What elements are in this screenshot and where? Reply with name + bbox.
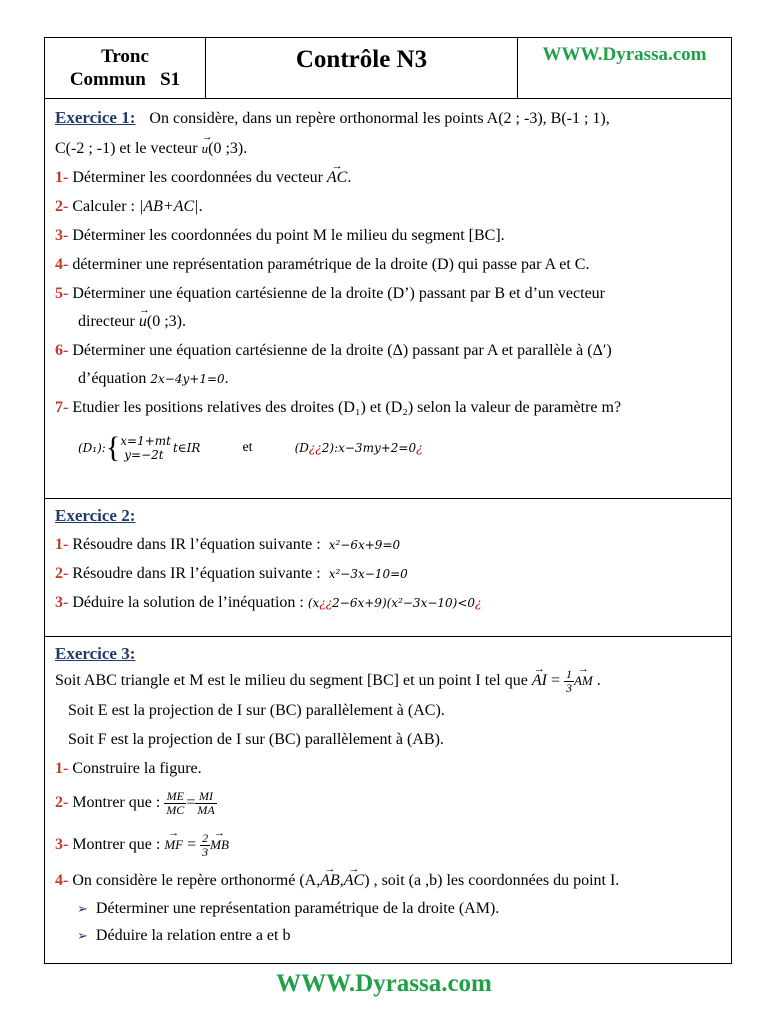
title-cell xyxy=(206,38,518,98)
ex2-q2-equation: x²−3x−10=0 xyxy=(328,567,408,581)
ex1-q5-number: 5- xyxy=(55,285,69,302)
ex3-b1: Déterminer une représentation paramétrique de la droite (AM). xyxy=(95,900,500,917)
ex3-q4-a: On considère le repère orthonormé (A, xyxy=(72,872,321,889)
system-brace: { xyxy=(105,431,121,464)
frac-num: 1 xyxy=(565,667,572,681)
frac-me: ME xyxy=(164,790,186,804)
fraction-one-third xyxy=(564,668,574,695)
ex1-q1-text: Déterminer les coordonnées du vecteur xyxy=(72,169,327,186)
exercise-3 xyxy=(45,637,731,963)
ex2-q1-text: Résoudre dans IR l’équation suivante : xyxy=(72,536,329,553)
d1-eq1: x=1+mt xyxy=(120,434,171,448)
frac-three: 3 xyxy=(202,844,209,859)
ex1-q7-number: 7- xyxy=(55,399,69,416)
footer-site-link[interactable]: WWW.Dyrassa.com xyxy=(276,970,492,997)
ex3-intro-eq: = xyxy=(546,672,564,690)
level-line-2: Commun S1 xyxy=(69,69,181,90)
frac-den: 3 xyxy=(565,681,572,695)
bullet-arrow-icon: ➢ xyxy=(77,901,88,916)
ex2-q1-equation: x²−6x+9=0 xyxy=(328,538,401,552)
ex2-q3-text: Déduire la solution de l’inéquation : xyxy=(72,594,308,611)
and-word: et xyxy=(242,440,253,455)
d2-part-b: ¿¿ xyxy=(308,441,322,455)
ex1-q6-text: Déterminer une équation cartésienne de la droite (Δ) passant par A et parallèle à (Δ′) xyxy=(72,342,612,359)
ex1-q1-number: 1- xyxy=(55,169,69,186)
vector-ac-2: → AC xyxy=(344,870,364,892)
ex1-q6b-end: . xyxy=(224,370,229,387)
ex3-f-line: Soit F est la projection de I sur (BC) parallèlement à (AB). xyxy=(68,731,444,748)
ex2-title: Exercice 2: xyxy=(55,506,136,525)
ex1-q4-number: 4- xyxy=(55,256,69,273)
ex3-q2-number: 2- xyxy=(55,794,69,811)
vector-am: → AM xyxy=(574,670,593,692)
ex1-q3-number: 3- xyxy=(55,227,69,244)
ex3-q4-number: 4- xyxy=(55,872,69,889)
d2-equation xyxy=(295,441,423,455)
ex1-intro-a: On considère, dans un repère orthonormal les points A(2 ; -3), B(-1 ; 1), xyxy=(149,110,610,127)
bullet-arrow-icon-2: ➢ xyxy=(77,928,88,943)
ex3-q4-comma: , xyxy=(339,872,344,889)
ex3-q4-b: ) , soit (a ,b) les coordonnées du point I. xyxy=(364,872,620,889)
header-row xyxy=(45,38,731,99)
ex2-q2-number: 2- xyxy=(55,565,69,582)
d1-label: (D₁): xyxy=(78,441,106,455)
d2-part-c: 2):x−3my+2=0 xyxy=(321,441,417,455)
ex2-q3-c: 2−6x+9)(x²−3x−10)<0 xyxy=(332,596,476,610)
ex3-q1-text: Construire la figure. xyxy=(72,760,202,777)
vector-ab: → AB xyxy=(320,870,340,892)
ex1-q5b-end: (0 ;3). xyxy=(146,313,186,330)
d1-domain: t∈IR xyxy=(172,441,201,455)
header-site-link[interactable]: WWW.Dyrassa.com xyxy=(542,44,707,65)
fraction-mi-ma xyxy=(195,790,216,817)
vector-u: → u xyxy=(202,138,209,160)
ex1-q6b-text: d’équation xyxy=(78,370,151,387)
ex1-q2-expr: |AB+AC| xyxy=(138,198,199,215)
frac-mc: MC xyxy=(166,802,185,817)
ex1-q6-number: 6- xyxy=(55,342,69,359)
ex1-q1-end: . xyxy=(347,169,352,186)
frac-mi: MI xyxy=(195,790,216,804)
ex3-q2-eq: = xyxy=(186,794,196,811)
ex1-q3-text: Déterminer les coordonnées du point M le milieu du segment [BC]. xyxy=(72,227,505,244)
ex2-q3-d: ¿ xyxy=(475,596,482,610)
ex1-q4-text: déterminer une représentation paramétrique de la droite (D) qui passe par A et C. xyxy=(72,256,590,273)
ex3-q3-eq: = xyxy=(183,836,201,853)
ex1-q7-text: Etudier les positions relatives des droites (D₁) et (D₂) selon la valeur de paramètre m? xyxy=(72,399,622,416)
vector-mb: → MB xyxy=(210,828,229,862)
d2-part-a: (D xyxy=(294,441,309,455)
ex3-q3-text: Montrer que : xyxy=(72,836,165,853)
vector-ac: → AC xyxy=(327,167,347,189)
ex1-title: Exercice 1: xyxy=(55,108,136,127)
site-cell xyxy=(518,38,731,98)
ex3-intro-end: . xyxy=(592,672,601,690)
ex1-q2-text: Calculer : xyxy=(72,198,139,215)
vector-mf: → MF xyxy=(164,828,183,862)
document-frame xyxy=(44,37,732,964)
ex3-q3-number: 3- xyxy=(55,836,69,853)
d2-part-d: ¿ xyxy=(416,441,423,455)
ex1-intro-c: (0 ;3). xyxy=(208,140,248,157)
fraction-me-mc xyxy=(164,790,186,817)
ex1-q2-end: . xyxy=(198,198,203,215)
exercise-2 xyxy=(45,499,731,637)
ex1-q2-number: 2- xyxy=(55,198,69,215)
d1-eq2: y=−2t xyxy=(124,448,164,462)
exercise-1 xyxy=(45,99,731,499)
ex3-q1-number: 1- xyxy=(55,760,69,777)
ex2-q3-number: 3- xyxy=(55,594,69,611)
ex2-q2-text: Résoudre dans IR l’équation suivante : xyxy=(72,565,329,582)
vector-u-2: → u xyxy=(139,311,147,333)
fraction-two-thirds xyxy=(200,832,210,859)
ex3-title: Exercice 3: xyxy=(55,644,136,663)
ex3-b2: Déduire la relation entre a et b xyxy=(95,927,291,944)
ex3-q2-text: Montrer que : xyxy=(72,794,165,811)
ex1-q5-text: Déterminer une équation cartésienne de la droite (D’) passant par B et d’un vecteur xyxy=(72,285,605,302)
ex1-q6-equation: 2x−4y+1=0 xyxy=(150,372,225,386)
vector-ai: → AI xyxy=(532,670,547,692)
ex2-q3-a: (x xyxy=(307,596,320,610)
ex3-intro: Soit ABC triangle et M est le milieu du segment [BC] et un point I tel que xyxy=(55,672,532,690)
ex2-q3-inequation xyxy=(308,596,482,610)
page-title: Contrôle N3 xyxy=(295,46,428,73)
ex2-q1-number: 1- xyxy=(55,536,69,553)
ex1-q5b-text: directeur xyxy=(78,313,139,330)
frac-ma: MA xyxy=(197,802,215,817)
ex1-intro-b: C(-2 ; -1) et le vecteur xyxy=(55,140,202,157)
level-line-1: Tronc xyxy=(101,46,149,67)
frac-two: 2 xyxy=(202,830,209,845)
level-cell xyxy=(45,38,206,98)
d1-system xyxy=(120,434,171,462)
ex3-e-line: Soit E est la projection de I sur (BC) parallèlement à (AC). xyxy=(68,702,445,719)
ex2-q3-b: ¿¿ xyxy=(319,596,333,610)
